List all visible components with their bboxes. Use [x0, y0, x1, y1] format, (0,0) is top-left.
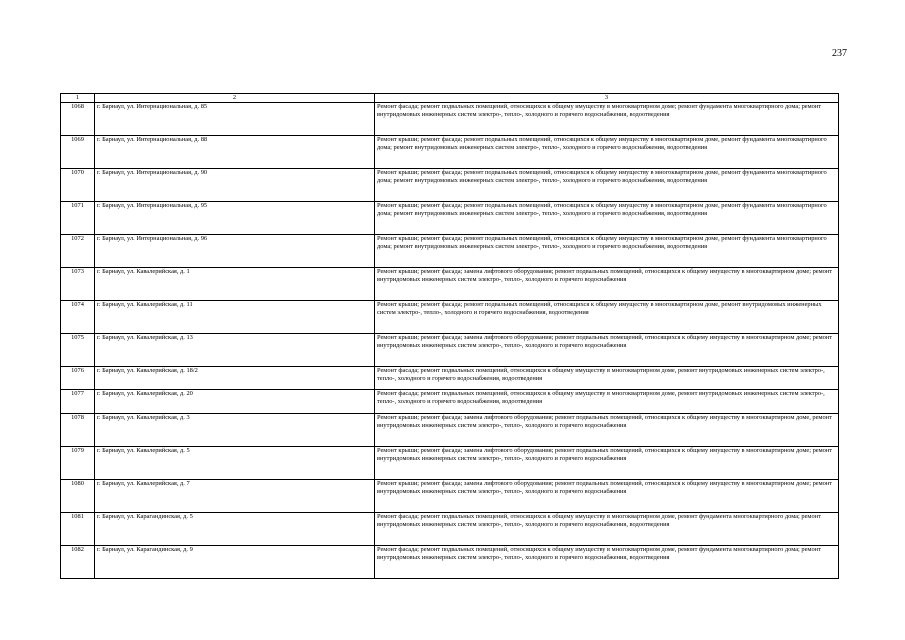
row-works: Ремонт фасада; ремонт подвальных помещений, относящихся к общему имуществу в многоквартирном доме, ремонт фундамента многоквартирного дома; ремонт внутридомовых инженерных систем электро-, тепло-, холодного и горячего водоснабжения, водоотведения: [375, 513, 839, 546]
row-works: Ремонт крыши; ремонт фасада; замена лифтового оборудования; ремонт подвальных помещений, относящихся к общему имуществу в многоквартирном доме; ремонт внутридомовых инженерных систем электро-, тепло-, холодного и горячего водоснабжения: [375, 480, 839, 513]
row-address: г. Барнаул, ул. Кавалерийская, д. 3: [95, 414, 375, 447]
row-address: г. Барнаул, ул. Интернациональная, д. 95: [95, 202, 375, 235]
row-works: Ремонт крыши; ремонт фасада; ремонт подвальных помещений, относящихся к общему имуществу в многоквартирном доме, ремонт фундамента многоквартирного дома; ремонт внутридомовых инженерных систем электро-, тепло-, холодного и горячего водоснабжения, водоотведения: [375, 202, 839, 235]
row-address: г. Барнаул, ул. Кавалерийская, д. 13: [95, 334, 375, 367]
row-address: г. Барнаул, ул. Интернациональная, д. 88: [95, 136, 375, 169]
row-number: 1077: [61, 390, 95, 414]
table-row: [61, 202, 839, 235]
row-address: г. Барнаул, ул. Карагандинская, д. 9: [95, 546, 375, 579]
row-number: 1079: [61, 447, 95, 480]
table-row: [61, 513, 839, 546]
row-number: 1068: [61, 103, 95, 136]
registry-table: [60, 93, 839, 579]
row-works: Ремонт крыши; ремонт фасада; замена лифтового оборудования; ремонт подвальных помещений, относящихся к общему имуществу в многоквартирном доме; ремонт внутридомовых инженерных систем электро-, тепло-, холодного и горячего водоснабжения: [375, 334, 839, 367]
page-number: 237: [832, 48, 847, 59]
row-number: 1069: [61, 136, 95, 169]
row-number: 1078: [61, 414, 95, 447]
table-row: [61, 235, 839, 268]
table-row: [61, 414, 839, 447]
table-row: [61, 136, 839, 169]
row-address: г. Барнаул, ул. Карагандинская, д. 5: [95, 513, 375, 546]
row-number: 1071: [61, 202, 95, 235]
column-header-number: 1: [61, 94, 95, 103]
table-row: [61, 268, 839, 301]
row-address: г. Барнаул, ул. Кавалерийская, д. 20: [95, 390, 375, 414]
table-row: [61, 301, 839, 334]
row-number: 1081: [61, 513, 95, 546]
table-row: [61, 447, 839, 480]
row-number: 1076: [61, 367, 95, 390]
column-header-address: 2: [95, 94, 375, 103]
table-row: [61, 480, 839, 513]
row-works: Ремонт крыши; ремонт фасада; замена лифтового оборудования; ремонт подвальных помещений, относящихся к общему имуществу в многоквартирном доме; ремонт внутридомовых инженерных систем электро-, тепло-, холодного и горячего водоснабжения: [375, 268, 839, 301]
row-works: Ремонт фасада; ремонт подвальных помещений, относящихся к общему имуществу в многоквартирном доме, ремонт внутридомовых инженерных систем электро-, тепло-, холодного и горячего водоснабжения, водоотведения: [375, 390, 839, 414]
row-address: г. Барнаул, ул. Интернациональная, д. 90: [95, 169, 375, 202]
column-header-works: 3: [375, 94, 839, 103]
row-works: Ремонт фасада; ремонт подвальных помещений, относящихся к общему имуществу в многоквартирном доме, ремонт фундамента многоквартирного дома; ремонт внутридомовых инженерных систем электро-, тепло-, холодного и горячего водоснабжения, водоотведения: [375, 546, 839, 579]
row-works: Ремонт фасада; ремонт подвальных помещений, относящихся к общему имуществу в многоквартирном доме; ремонт фундамента многоквартирного дома; ремонт внутридомовых инженерных систем электро-, тепло-, холодного и горячего водоснабжения, водоотведения: [375, 103, 839, 136]
row-address: г. Барнаул, ул. Кавалерийская, д. 5: [95, 447, 375, 480]
row-address: г. Барнаул, ул. Интернациональная, д. 96: [95, 235, 375, 268]
row-address: г. Барнаул, ул. Кавалерийская, д. 7: [95, 480, 375, 513]
row-works: Ремонт крыши; ремонт фасада; ремонт подвальных помещений, относящихся к общему имуществу в многоквартирном доме, ремонт фундамента многоквартирного дома; ремонт внутридомовых инженерных систем электро-, тепло-, холодного и горячего водоснабжения, водоотведения: [375, 169, 839, 202]
row-works: Ремонт крыши; ремонт фасада; ремонт подвальных помещений, относящихся к общему имуществу в многоквартирном доме, ремонт внутридомовых инженерных систем электро-, тепло-, холодного и горячего водоснабжения, водоотведения: [375, 301, 839, 334]
table-row: [61, 334, 839, 367]
row-address: г. Барнаул, ул. Кавалерийская, д. 1: [95, 268, 375, 301]
row-number: 1074: [61, 301, 95, 334]
row-number: 1082: [61, 546, 95, 579]
row-number: 1072: [61, 235, 95, 268]
row-number: 1075: [61, 334, 95, 367]
row-address: г. Барнаул, ул. Кавалерийская, д. 18/2: [95, 367, 375, 390]
row-works: Ремонт крыши; ремонт фасада; ремонт подвальных помещений, относящихся к общему имуществу в многоквартирном доме, ремонт фундамента многоквартирного дома; ремонт внутридомовых инженерных систем электро-, тепло-, холодного и горячего водоснабжения, водоотведения: [375, 235, 839, 268]
row-address: г. Барнаул, ул. Интернациональная, д. 85: [95, 103, 375, 136]
row-address: г. Барнаул, ул. Кавалерийская, д. 11: [95, 301, 375, 334]
row-works: Ремонт крыши; ремонт фасада; замена лифтового оборудования; ремонт подвальных помещений, относящихся к общему имуществу в многоквартирном доме; ремонт внутридомовых инженерных систем электро-, тепло-, холодного и горячего водоснабжения: [375, 447, 839, 480]
row-works: Ремонт крыши; ремонт фасада; ремонт подвальных помещений, относящихся к общему имуществу в многоквартирном доме, ремонт фундамента многоквартирного дома; ремонт внутридомовых инженерных систем электро-, тепло-, холодного и горячего водоснабжения, водоотведения: [375, 136, 839, 169]
row-works: Ремонт фасада; ремонт подвальных помещений, относящихся к общему имуществу в многоквартирном доме, ремонт внутридомовых инженерных систем электро-, тепло-, холодного и горячего водоснабжения, водоотведения: [375, 367, 839, 390]
row-number: 1080: [61, 480, 95, 513]
table-row: [61, 169, 839, 202]
row-number: 1070: [61, 169, 95, 202]
table-row: [61, 367, 839, 390]
table-row: [61, 390, 839, 414]
table-row: [61, 103, 839, 136]
header-row: [61, 94, 839, 103]
row-number: 1073: [61, 268, 95, 301]
row-works: Ремонт крыши; ремонт фасада; замена лифтового оборудования; ремонт подвальных помещений, относящихся к общему имуществу в многоквартирном доме, ремонт внутридомовых инженерных систем электро-, тепло-, холодного и горячего водоснабжения: [375, 414, 839, 447]
table-row: [61, 546, 839, 579]
